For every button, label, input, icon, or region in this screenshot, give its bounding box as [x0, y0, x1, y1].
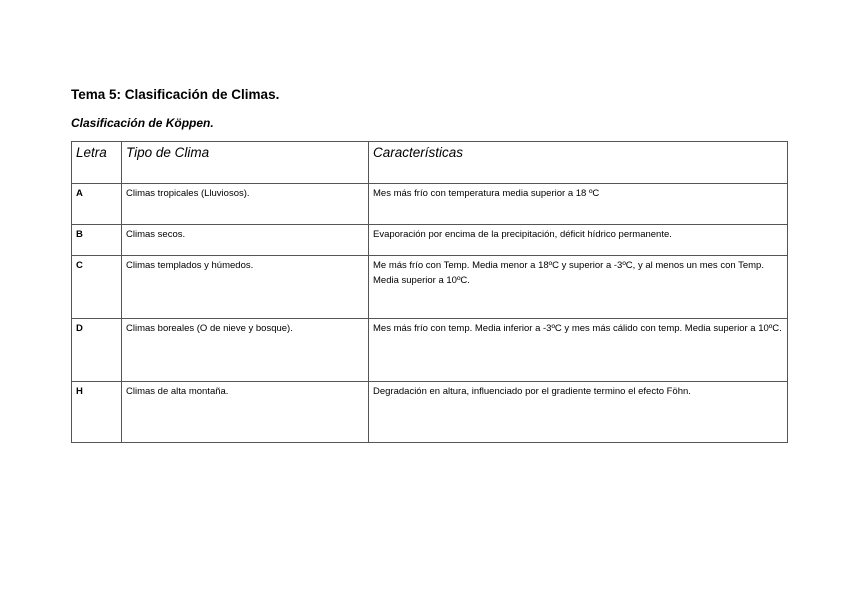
document-title: Tema 5: Clasificación de Climas. [71, 87, 280, 102]
cell-tipo: Climas templados y húmedos. [122, 256, 369, 319]
table-row [72, 256, 788, 319]
header-tipo-de-clima: Tipo de Clima [122, 142, 369, 184]
cell-letra: D [72, 319, 122, 382]
document-subtitle: Clasificación de Köppen. [71, 116, 214, 130]
table-row [72, 319, 788, 382]
cell-letra: B [72, 225, 122, 256]
cell-tipo: Climas secos. [122, 225, 369, 256]
header-letra: Letra [72, 142, 122, 184]
cell-caracteristicas: Mes más frío con temperatura media superior a 18 ºC [369, 184, 788, 225]
koppen-table [71, 141, 788, 443]
table-row [72, 225, 788, 256]
cell-caracteristicas: Evaporación por encima de la precipitación, déficit hídrico permanente. [369, 225, 788, 256]
cell-caracteristicas: Me más frío con Temp. Media menor a 18ºC y superior a -3ºC, y al menos un mes con Temp. Media superior a 10ºC. [369, 256, 788, 319]
cell-letra: A [72, 184, 122, 225]
cell-caracteristicas: Mes más frío con temp. Media inferior a -3ºC y mes más cálido con temp. Media superior a 10ºC. [369, 319, 788, 382]
cell-tipo: Climas boreales (O de nieve y bosque). [122, 319, 369, 382]
cell-letra: H [72, 382, 122, 443]
table-row [72, 382, 788, 443]
cell-tipo: Climas tropicales (Lluviosos). [122, 184, 369, 225]
header-caracteristicas: Características [369, 142, 788, 184]
cell-caracteristicas: Degradación en altura, influenciado por el gradiente termino el efecto Föhn. [369, 382, 788, 443]
cell-tipo: Climas de alta montaña. [122, 382, 369, 443]
table-header-row [72, 142, 788, 184]
cell-letra: C [72, 256, 122, 319]
table-row [72, 184, 788, 225]
